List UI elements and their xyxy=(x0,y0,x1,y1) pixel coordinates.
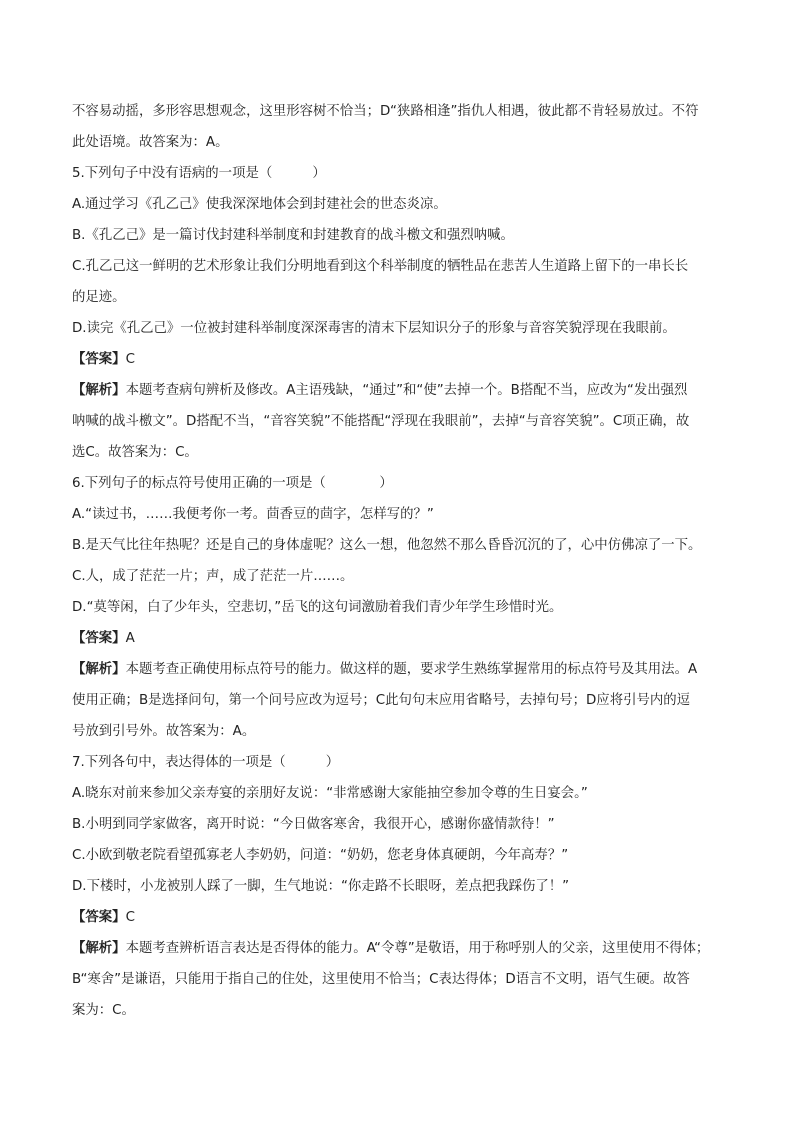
text-line: 号放到引号外。故答案为：A。 xyxy=(72,724,256,739)
analysis-label: 【解析】 xyxy=(72,662,126,677)
question-5-option-b: B.《孔乙己》是一篇讨伐封建科举制度和封建教育的战斗檄文和强烈呐喊。 xyxy=(72,228,514,243)
document-page xyxy=(72,96,722,1026)
question-6-option-b: B.是天气比往年热呢？还是自己的身体虚呢？这么一想，他忽然不那么昏昏沉沉的了，心中仿佛凉了一下。 xyxy=(72,538,702,553)
text-line: 使用正确；B是选择问句，第一个问号应改为逗号；C此句句末应用省略号，去掉句号；D应将引号内的逗 xyxy=(72,693,691,708)
question-5-option-a: A.通过学习《孔乙己》使我深深地体会到封建社会的世态炎凉。 xyxy=(72,197,447,212)
question-7-answer: 【答案】C xyxy=(72,910,135,925)
question-7-option-b: B.小明到同学家做客，离开时说：“今日做客寒舍，我很开心，感谢你盛情款待！” xyxy=(72,817,555,832)
question-6-stem: 6.下列句子的标点符号使用正确的一项是（ ） xyxy=(72,476,393,491)
text-line: 案为：C。 xyxy=(72,1003,135,1018)
analysis-label: 【解析】 xyxy=(72,941,126,956)
question-7-stem: 7.下列各句中，表达得体的一项是（ ） xyxy=(72,755,340,770)
question-6-option-a: A.“读过书，……我便考你一考。茴香豆的茴字，怎样写的？” xyxy=(72,507,434,522)
text-line: 此处语境。故答案为：A。 xyxy=(72,135,229,150)
text-line: 选C。故答案为：C。 xyxy=(72,445,198,460)
question-5-option-c: C.孔乙己这一鲜明的艺术形象让我们分明地看到这个科举制度的牺牲品在悲苦人生道路上留下的一串长长 xyxy=(72,259,689,274)
question-6-option-d: D.“莫等闲，白了少年头，空悲切，”岳飞的这句词激励着我们青少年学生珍惜时光。 xyxy=(72,600,563,615)
question-5-analysis: 【解析】本题考查病句辨析及修改。A主语残缺，“通过”和“使”去掉一个。B搭配不当，应改为“发出强烈 xyxy=(72,383,688,398)
answer-label: 【答案】 xyxy=(72,352,126,367)
question-5-stem: 5.下列句子中没有语病的一项是（ ） xyxy=(72,166,326,181)
question-7-option-d: D.下楼时，小龙被别人踩了一脚，生气地说：“你走路不长眼呀，差点把我踩伤了！” xyxy=(72,879,570,894)
question-6-answer: 【答案】A xyxy=(72,631,135,646)
answer-label: 【答案】 xyxy=(72,910,126,925)
question-6-option-c: C.人，成了茫茫一片；声，成了茫茫一片……。 xyxy=(72,569,354,584)
question-7-analysis: 【解析】本题考查辨析语言表达是否得体的能力。A“令尊”是敬语，用于称呼别人的父亲，这里使用不得体； xyxy=(72,941,710,956)
text-line: B“寒舍”是谦语，只能用于指自己的住处，这里使用不恰当；C表达得体；D语言不文明，语气生硬。故答 xyxy=(72,972,690,987)
question-7-option-c: C.小欧到敬老院看望孤寡老人李奶奶，问道：“奶奶，您老身体真硬朗，今年高寿？” xyxy=(72,848,569,863)
text-line: 不容易动摇，多形容思想观念，这里形容树不恰当；D“狭路相逢”指仇人相遇，彼此都不肯轻易放过。不符 xyxy=(72,104,699,119)
question-7-option-a: A.晓东对前来参加父亲寿宴的亲朋好友说：“非常感谢大家能抽空参加令尊的生日宴会。” xyxy=(72,786,588,801)
question-5-answer: 【答案】C xyxy=(72,352,135,367)
answer-label: 【答案】 xyxy=(72,631,126,646)
question-6-analysis: 【解析】本题考查正确使用标点符号的能力。做这样的题，要求学生熟练掌握常用的标点符号及其用法。A xyxy=(72,662,698,677)
text-line: 的足迹。 xyxy=(72,290,126,305)
text-line: 呐喊的战斗檄文”。D搭配不当，“音容笑貌”不能搭配“浮现在我眼前”，去掉“与音容笑貌”。C项正确，故 xyxy=(72,414,690,429)
analysis-label: 【解析】 xyxy=(72,383,126,398)
question-5-option-d: D.读完《孔乙己》一位被封建科举制度深深毒害的清末下层知识分子的形象与音容笑貌浮现在我眼前。 xyxy=(72,321,676,336)
